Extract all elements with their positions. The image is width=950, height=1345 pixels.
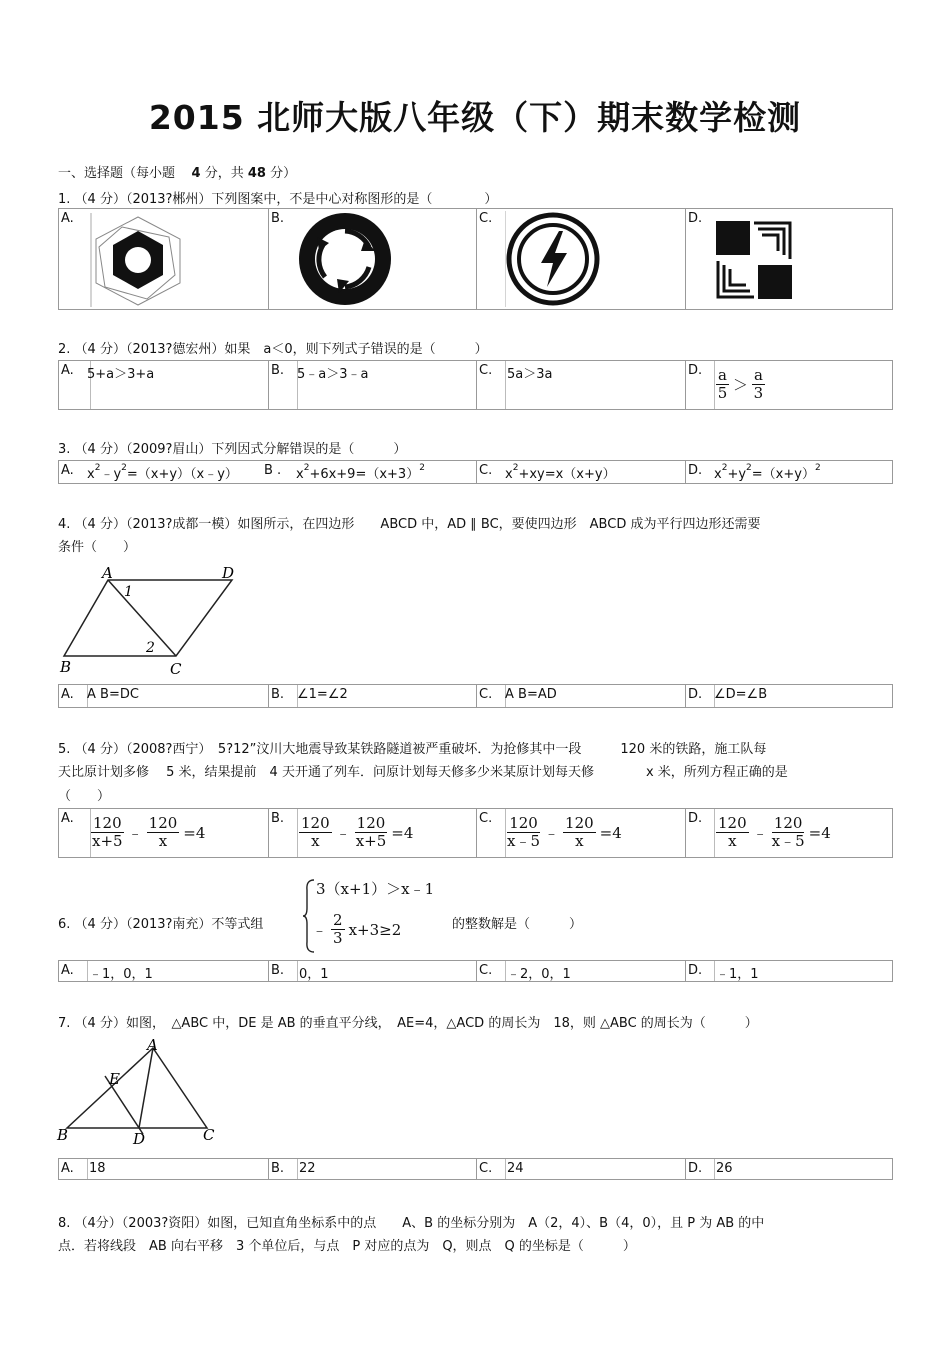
q2-options [58,360,893,410]
q6-inequality-1: 3（x+1）＞x﹣1 [316,880,435,898]
q5-d-equation: $\frac{120}{x}$ ﹣ $\frac{120}{x﹣5}$ =4 [718,814,831,850]
q6-stem: 6. （4 分）（2013?南充）不等式组 [58,917,264,932]
q3-option-c[interactable] [476,461,685,483]
q4-b-text: ∠1=∠2 [297,687,348,702]
q4-label-c: C [170,660,182,678]
q6-option-b[interactable] [268,961,476,981]
q5-a-label: A. [61,811,74,826]
q7-d-text: 26 [716,1161,733,1176]
q6-d-text: ﹣1，1 [716,967,759,982]
q1-option-a[interactable] [59,209,268,309]
q5-c-label: C. [479,811,493,826]
q7-a-label: A. [61,1161,74,1176]
q3-b-text: $x^2+6x+9=(x+3)^2$ [296,463,425,482]
q4-quadrilateral-figure [58,562,248,680]
q6-a-label: A. [61,963,74,978]
q6-a-text: ﹣1，0，1 [89,967,153,982]
q7-label-c: C [203,1126,215,1144]
q3-option-a[interactable] [59,461,268,483]
q4-angle-1: 1 [124,584,133,600]
q7-label-e: E [109,1070,120,1088]
q6-c-label: C. [479,963,493,978]
q5-options [58,808,893,858]
q2-option-b[interactable] [268,361,476,409]
q7-c-label: C. [479,1161,493,1176]
q7-label-a: A [147,1036,158,1054]
section-heading [58,162,296,181]
q4-a-text: A B=DC [87,687,139,702]
q7-stem: 7. （4 分）如图， △ABC 中，DE 是 AB 的垂直平分线， AE=4，△ACD 的周长为 18，则 △ABC 的周长为（ ） [58,1016,758,1031]
q1-options [58,208,893,310]
section-prefix: 一、选择题（每小题 [58,166,176,181]
q1-stem: 1. （4 分）（2013?郴州）下列图案中，不是中心对称图形的是（ ） [58,192,498,207]
q2-option-d[interactable] [685,361,894,409]
q1-b-label: B. [271,211,285,226]
q7-label-b: B [57,1126,69,1144]
q5-stem-line2: 天比原计划多修 5 米，结果提前 4 天开通了列车．问原计划每天修多少米某原计划每天修 x 米，所列方程正确的是 [58,765,788,780]
q5-b-label: B. [271,811,285,826]
q6-inequality-2: ﹣ $\frac{2}{3}$ x+3≥2 [312,911,402,947]
q2-stem: 2. （4 分）（2013?德宏州）如果 a＜0，则下列式子错误的是（ ） [58,342,488,357]
q4-angle-2: 2 [146,640,155,656]
q8-stem-line1: 8. （4分）（2003?资阳）如图，已知直角坐标系中的点 A、B 的坐标分别为 A（2，4）、B（4，0），且 P 为 AB 的中 [58,1216,765,1231]
q6-inequality-system [302,876,442,956]
q4-c-text: A B=AD [505,687,557,702]
q6-b-label: B. [271,963,285,978]
q3-option-b[interactable] [264,461,476,483]
q3-stem: 3. （4 分）（2009?眉山）下列因式分解错误的是（ ） [58,442,407,457]
q7-option-a[interactable] [59,1159,268,1179]
q4-label-a: A [102,564,113,582]
q7-c-text: 24 [507,1161,524,1176]
q7-a-text: 18 [89,1161,106,1176]
q2-c-label: C. [479,363,493,378]
q4-label-b: B [60,658,72,676]
q5-stem-line3: （ ） [58,789,111,804]
q4-stem-line1: 4. （4 分）（2013?成都一模）如图所示，在四边形 ABCD 中，AD ∥ BC，要使四边形 ABCD 成为平行四边形还需要 [58,517,761,532]
lightning-bolt-figure [505,211,601,307]
q2-a-text: 5+a＞3+a [87,367,155,382]
q5-option-a[interactable] [59,809,268,857]
q4-options [58,684,893,708]
section-mid: 分，共 [204,166,244,181]
q6-b-text: 0，1 [299,967,329,982]
q3-c-label: C. [479,463,493,478]
q1-a-label: A. [61,211,74,226]
section-per-score: 4 [191,166,201,181]
q5-d-label: D. [688,811,703,826]
q5-option-d[interactable] [685,809,894,857]
q3-d-label: D. [688,463,703,478]
q4-c-label: C. [479,687,493,702]
q2-d-label: D. [688,363,703,378]
q6-d-label: D. [688,963,703,978]
q2-c-text: 5a＞3a [507,367,553,382]
q8-stem-line2: 点．若将线段 AB 向右平移 3 个单位后，与点 P 对应的点为 Q，则点 Q 的坐标是（ ） [58,1239,636,1254]
q6-options [58,960,893,982]
q6-option-a[interactable] [59,961,268,981]
hexagon-nut-figure [87,213,189,307]
q7-options [58,1158,893,1180]
q5-c-equation: $\frac{120}{x﹣5}$ ﹣ $\frac{120}{x}$ =4 [507,814,622,850]
q4-label-d: D [222,564,235,582]
q7-b-label: B. [271,1161,285,1176]
q3-a-text: $x^2﹣y^2=(x+y)(x﹣y)$ [87,463,238,482]
q2-option-a[interactable] [59,361,268,409]
q1-option-c[interactable] [476,209,685,309]
q3-d-text: $x^2+y^2=(x+y)^2$ [714,463,821,482]
q5-a-equation: $\frac{120}{x+5}$ ﹣ $\frac{120}{x}$ =4 [92,814,206,850]
q5-stem-line1: 5. （4 分）（2008?西宁） 5?12”汶川大地震导致某铁路隧道被严重破坏．为抢修其中一段 120 米的铁路，施工队每 [58,742,767,757]
q3-option-d[interactable] [685,461,894,483]
q4-b-label: B. [271,687,285,702]
q6-c-text: ﹣2，0，1 [507,967,571,982]
q2-b-text: 5﹣a＞3﹣a [297,367,369,382]
q2-a-label: A. [61,363,74,378]
q4-a-label: A. [61,687,74,702]
q5-b-equation: $\frac{120}{x}$ ﹣ $\frac{120}{x+5}$ =4 [301,814,414,850]
recycle-arrows-figure [297,211,393,307]
q4-d-text: ∠D=∠B [714,687,768,702]
q4-option-d[interactable] [685,685,894,707]
stepped-squares-figure [714,219,794,301]
q7-b-text: 22 [299,1161,316,1176]
q7-label-d: D [133,1130,146,1148]
q1-option-b[interactable] [268,209,476,309]
q3-c-text: $x^2+xy=x(x+y)$ [505,463,616,482]
q3-b-label: B . [264,463,282,478]
q7-triangle-figure [55,1036,225,1152]
q6-option-c[interactable] [476,961,685,981]
q5-option-c[interactable] [476,809,685,857]
q4-option-c[interactable] [476,685,685,707]
q7-option-d[interactable] [685,1159,894,1179]
q2-b-label: B. [271,363,285,378]
q5-option-b[interactable] [268,809,476,857]
q3-a-label: A. [61,463,74,478]
page-title: 2015 北师大版八年级（下）期末数学检测 [148,98,802,137]
q1-c-label: C. [479,211,493,226]
section-total-score: 48 [247,166,266,181]
q1-d-label: D. [688,211,703,226]
q7-option-b[interactable] [268,1159,476,1179]
q4-stem-line2: 条件（ ） [58,540,137,555]
q4-option-a[interactable] [59,685,268,707]
q3-options [58,460,893,484]
q1-option-d[interactable] [685,209,894,309]
q4-option-b[interactable] [268,685,476,707]
q7-d-label: D. [688,1161,703,1176]
q4-d-label: D. [688,687,703,702]
q2-d-expression: $\frac{a}{5}$ ＞ $\frac{a}{3}$ [717,366,764,402]
section-suffix: 分） [270,166,297,181]
q6-stem-tail: 的整数解是（ ） [452,917,583,932]
q2-option-c[interactable] [476,361,685,409]
q6-option-d[interactable] [685,961,894,981]
q7-option-c[interactable] [476,1159,685,1179]
